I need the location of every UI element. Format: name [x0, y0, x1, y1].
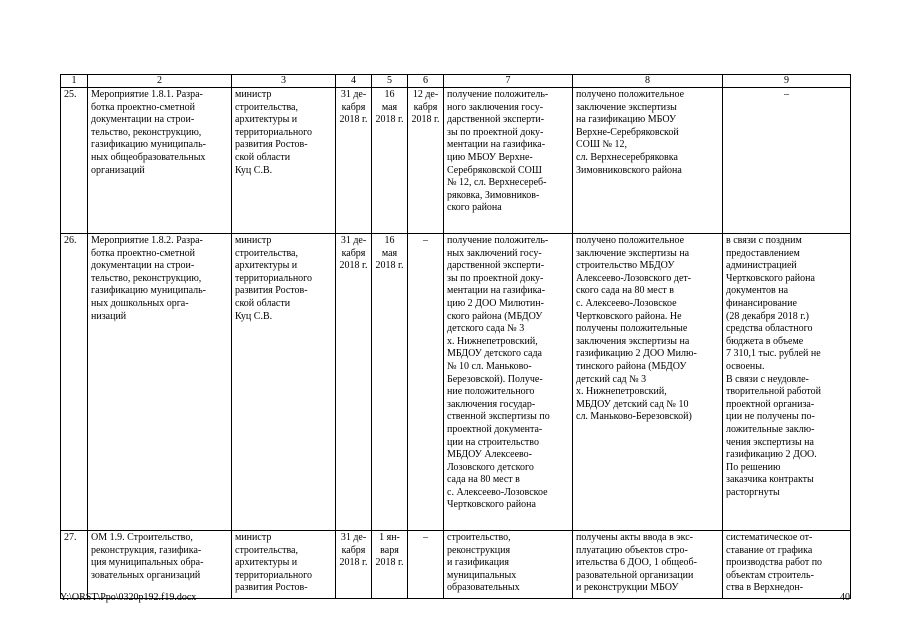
- cell-line: плуатацию объектов стро-: [576, 544, 688, 556]
- cell-line: организаций: [91, 164, 145, 176]
- cell-line: Чертковского района: [726, 272, 815, 284]
- cell-line: мая: [381, 247, 398, 259]
- row-number: 26.: [61, 234, 88, 531]
- cell-line: территориального: [235, 126, 313, 138]
- cell-line: строительства,: [235, 544, 298, 556]
- column-number: 4: [336, 75, 372, 88]
- cell-line: 7 310,1 тыс. рублей не: [726, 348, 821, 360]
- reasons-note: [723, 531, 851, 599]
- cell-line: творительной работой: [726, 386, 821, 398]
- cell-line: заключения государ-: [447, 398, 536, 410]
- cell-line: ных дошкольных орга-: [91, 297, 189, 309]
- cell-line: реконструкция: [447, 544, 511, 556]
- cell-line: –: [423, 532, 428, 543]
- cell-line: ОМ 1.9. Строительство,: [91, 532, 193, 543]
- expected-result: [444, 88, 573, 234]
- planned-date: [336, 88, 372, 234]
- cell-line: архитектуры и: [235, 260, 298, 272]
- cell-line: 2018 г.: [339, 114, 368, 126]
- table-row: [61, 234, 851, 531]
- expected-result: [444, 531, 573, 599]
- cell-line: ставание от графика: [726, 544, 813, 556]
- cell-line: газификацию 2 ДОО.: [726, 449, 817, 461]
- cell-line: Куц С.В.: [235, 164, 273, 176]
- cell-line: ского сада на 80 мест в: [576, 285, 675, 297]
- column-number: 9: [723, 75, 851, 88]
- cell-line: ных заключений госу-: [447, 247, 542, 259]
- completion-date: [408, 234, 444, 531]
- cell-line: ского района (МБДОУ: [447, 310, 543, 322]
- cell-line: сл. Маньково-Березовской): [576, 411, 692, 423]
- cell-line: получены акты ввода в экс-: [576, 532, 694, 543]
- responsible-person: [232, 531, 336, 599]
- cell-line: ция муниципальных обра-: [91, 557, 204, 569]
- cell-line: дарственной эксперти-: [447, 260, 545, 272]
- cell-line: Березовской). Получе-: [447, 373, 543, 385]
- cell-line: ской области: [235, 297, 291, 309]
- cell-line: министр: [235, 89, 272, 100]
- cell-line: кабря: [341, 101, 366, 113]
- cell-line: ции не получены по-: [726, 411, 815, 423]
- cell-line: х. Нижнепетровский,: [576, 386, 667, 398]
- cell-line: бюджета в объеме: [726, 335, 804, 347]
- cell-line: ботка проектно-сметной: [91, 101, 195, 113]
- cell-line: ского района: [447, 202, 502, 214]
- cell-line: зы по проектной доку-: [447, 126, 544, 138]
- cell-line: детский сад № 3: [576, 373, 647, 385]
- cell-line: МБДОУ детский сад № 10: [576, 398, 689, 410]
- cell-line: документации на строи-: [91, 260, 195, 272]
- column-number: 5: [372, 75, 408, 88]
- cell-line: освоены.: [726, 360, 765, 372]
- cell-line: систематическое от-: [726, 532, 813, 543]
- cell-line: заказчика контракты: [726, 474, 814, 486]
- cell-line: сл. Верхнесеребряковка: [576, 151, 678, 163]
- cell-line: ние положительного: [447, 386, 535, 398]
- cell-line: ных общеобразовательных: [91, 151, 206, 163]
- cell-line: ительства 6 ДОО, 1 общеоб-: [576, 557, 697, 569]
- actual-result: [573, 88, 723, 234]
- cell-line: Алексеево-Лозовского дет-: [576, 272, 692, 284]
- completion-date: [408, 531, 444, 599]
- cell-line: 31 де-: [340, 235, 367, 246]
- cell-line: 12 де-: [412, 89, 439, 100]
- cell-line: Мероприятие 1.8.1. Разра-: [91, 89, 203, 100]
- cell-line: муниципальных: [447, 569, 517, 581]
- cell-line: газификацию 2 ДОО Милю-: [576, 348, 697, 360]
- cell-line: ботка проектно-сметной: [91, 247, 195, 259]
- actual-result: [573, 531, 723, 599]
- cell-line: получение положитель-: [447, 235, 549, 246]
- report-table: [60, 74, 851, 599]
- cell-line: Чертковского района. Не: [576, 310, 682, 322]
- cell-line: чения экспертизы на: [726, 436, 814, 448]
- cell-line: разовательной организации: [576, 569, 694, 581]
- cell-line: 2018 г.: [375, 114, 404, 126]
- column-number: 8: [573, 75, 723, 88]
- cell-line: Куц С.В.: [235, 310, 273, 322]
- column-number: 6: [408, 75, 444, 88]
- cell-line: ложительные заклю-: [726, 423, 815, 435]
- column-number: 2: [88, 75, 232, 88]
- cell-line: Чертковского района: [447, 499, 536, 511]
- cell-line: средства областного: [726, 323, 813, 335]
- cell-line: архитектуры и: [235, 114, 298, 126]
- cell-line: на газификацию МБОУ: [576, 114, 677, 126]
- measure-name: [88, 234, 232, 531]
- cell-line: № 12, сл. Верхнесереб-: [447, 177, 547, 189]
- expected-result: [444, 234, 573, 531]
- reasons-note: [723, 88, 851, 234]
- cell-line: проектной организа-: [726, 398, 815, 410]
- cell-line: ственной экспертизы по: [447, 411, 550, 423]
- cell-line: территориального: [235, 569, 313, 581]
- cell-line: и реконструкции МБОУ: [576, 582, 679, 594]
- cell-line: территориального: [235, 272, 313, 284]
- cell-line: заключения экспертизы на: [576, 335, 690, 347]
- cell-line: строительства,: [235, 247, 298, 259]
- cell-line: получены положительные: [576, 323, 688, 335]
- reasons-note: [723, 234, 851, 531]
- planned-date: [336, 234, 372, 531]
- cell-line: детского сада № 3: [447, 323, 525, 335]
- cell-line: образовательных: [447, 582, 520, 594]
- cell-line: ской области: [235, 151, 291, 163]
- table-row: [61, 88, 851, 234]
- cell-line: документов на: [726, 285, 789, 297]
- start-date: [372, 234, 408, 531]
- cell-line: в связи с поздним: [726, 235, 802, 246]
- column-number: 1: [61, 75, 88, 88]
- completion-date: [408, 88, 444, 234]
- row-number: 25.: [61, 88, 88, 234]
- measure-name: [88, 88, 232, 234]
- cell-line: заключение экспертизы на: [576, 247, 690, 259]
- measure-name: [88, 531, 232, 599]
- column-number: 3: [232, 75, 336, 88]
- cell-line: с. Алексеево-Лозовское: [576, 297, 677, 309]
- cell-line: СОШ № 12,: [576, 139, 628, 151]
- cell-line: производства работ по: [726, 557, 823, 569]
- cell-line: строительство МБДОУ: [576, 260, 675, 272]
- cell-line: ментации на газифика-: [447, 139, 546, 151]
- cell-line: цию 2 ДОО Милютин-: [447, 297, 544, 309]
- cell-line: документации на строи-: [91, 114, 195, 126]
- cell-line: предоставлением: [726, 247, 800, 259]
- cell-line: расторгнуты: [726, 486, 780, 498]
- cell-line: тинского района (МБДОУ: [576, 360, 687, 372]
- cell-line: развития Ростов-: [235, 139, 308, 151]
- cell-line: тельство, реконструкцию,: [91, 272, 202, 284]
- cell-line: мая: [381, 101, 398, 113]
- cell-line: кабря: [413, 101, 438, 113]
- cell-line: архитектуры и: [235, 557, 298, 569]
- cell-line: строительства,: [235, 101, 298, 113]
- cell-line: 2018 г.: [339, 557, 368, 569]
- cell-line: 2018 г.: [375, 260, 404, 272]
- cell-line: 2018 г.: [411, 114, 440, 126]
- cell-line: получено положительное: [576, 89, 685, 100]
- cell-line: газификацию муниципаль-: [91, 139, 206, 151]
- cell-line: 16: [384, 235, 395, 246]
- cell-line: Зимовниковского района: [576, 164, 682, 176]
- cell-line: ряковка, Зимовников-: [447, 189, 540, 201]
- column-number: 7: [444, 75, 573, 88]
- cell-line: ментации на газифика-: [447, 285, 546, 297]
- cell-line: –: [784, 89, 789, 100]
- cell-line: зовательных организаций: [91, 569, 201, 581]
- cell-line: ции на строительство: [447, 436, 539, 448]
- cell-line: 31 де-: [340, 89, 367, 100]
- cell-line: цию МБОУ Верхне-: [447, 151, 533, 163]
- cell-line: В связи с неудовле-: [726, 373, 809, 385]
- cell-line: –: [423, 235, 428, 246]
- cell-line: проектной документа-: [447, 423, 543, 435]
- cell-line: и газификация: [447, 557, 509, 569]
- file-path: Y:\ORST\Ppo\0320p192.f19.docx: [60, 592, 197, 603]
- cell-line: 2018 г.: [339, 260, 368, 272]
- cell-line: министр: [235, 235, 272, 246]
- row-number: 27.: [61, 531, 88, 599]
- cell-line: получение положитель-: [447, 89, 549, 100]
- start-date: [372, 88, 408, 234]
- cell-line: х. Нижнепетровский,: [447, 335, 538, 347]
- cell-line: 1 ян-: [379, 532, 400, 543]
- cell-line: Лозовского детского: [447, 461, 534, 473]
- start-date: [372, 531, 408, 599]
- cell-line: финансирование: [726, 297, 797, 309]
- cell-line: получено положительное: [576, 235, 685, 246]
- cell-line: администрацией: [726, 260, 797, 272]
- cell-line: (28 декабря 2018 г.): [726, 310, 809, 322]
- page-number: 40: [840, 592, 850, 603]
- planned-date: [336, 531, 372, 599]
- actual-result: [573, 234, 723, 531]
- cell-line: 16: [384, 89, 395, 100]
- cell-line: ного заключения госу-: [447, 101, 544, 113]
- cell-line: министр: [235, 532, 272, 543]
- cell-line: Верхне-Серебряковской: [576, 126, 679, 138]
- cell-line: МБДОУ детского сада: [447, 348, 542, 360]
- cell-line: 2018 г.: [375, 557, 404, 569]
- cell-line: низаций: [91, 310, 127, 322]
- cell-line: МБДОУ Алексеево-: [447, 449, 532, 461]
- cell-line: зы по проектной доку-: [447, 272, 544, 284]
- cell-line: ства в Верхнедон-: [726, 582, 804, 594]
- cell-line: заключение экспертизы: [576, 101, 677, 113]
- cell-line: тельство, реконструкцию,: [91, 126, 202, 138]
- cell-line: 31 де-: [340, 532, 367, 543]
- cell-line: развития Ростов-: [235, 285, 308, 297]
- cell-line: сада на 80 мест в: [447, 474, 520, 486]
- responsible-person: [232, 88, 336, 234]
- cell-line: развития Ростов-: [235, 582, 308, 594]
- cell-line: По решению: [726, 461, 781, 473]
- cell-line: кабря: [341, 544, 366, 556]
- cell-line: № 10 сл. Маньково-: [447, 360, 532, 372]
- cell-line: кабря: [341, 247, 366, 259]
- cell-line: с. Алексеево-Лозовское: [447, 486, 548, 498]
- cell-line: Мероприятие 1.8.2. Разра-: [91, 235, 203, 246]
- table-row: [61, 531, 851, 599]
- cell-line: дарственной эксперти-: [447, 114, 545, 126]
- cell-line: строительство,: [447, 532, 511, 543]
- cell-line: Серебряковской СОШ: [447, 164, 542, 176]
- cell-line: реконструкция, газифика-: [91, 544, 202, 556]
- responsible-person: [232, 234, 336, 531]
- cell-line: газификацию муниципаль-: [91, 285, 206, 297]
- cell-line: варя: [380, 544, 399, 556]
- cell-line: объектам строитель-: [726, 569, 814, 581]
- column-number-row: [61, 75, 851, 88]
